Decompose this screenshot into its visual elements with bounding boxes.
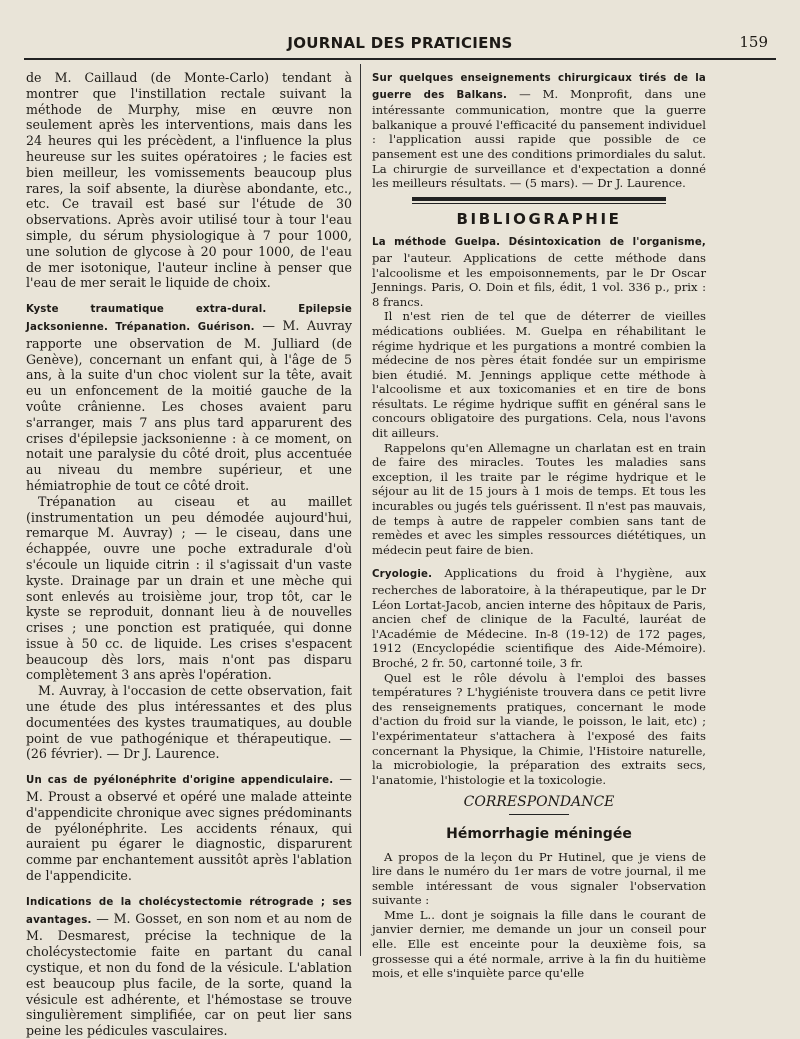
correspondance-heading: CORRESPONDANCE [463, 794, 615, 811]
article-heading: Sur quelques enseignements chirurgicaux tirés de la guerre des Balkans. [372, 73, 706, 101]
correspondance-rule [509, 814, 569, 815]
correspondance-section [372, 850, 706, 981]
paragraph [372, 908, 706, 981]
paragraph [372, 309, 706, 440]
bibliographie-heading: BIBLIOGRAPHIE [456, 209, 622, 228]
paragraph-gap [372, 557, 706, 566]
paragraph-gap [26, 291, 352, 300]
paragraph-gap [26, 884, 352, 893]
paragraph-text: M. Auvray, à l'occasion de cette observation, fait une étude des plus intéressantes et des plus documentées des kystes traumatiques, au double point de vue pathogénique et thérapeutique. — (26 février). — Dr J. Laurence. [26, 683, 352, 762]
article-heading: Indications de la cholécystectomie rétrograde ; ses avantages. [26, 896, 352, 926]
paragraph [372, 70, 706, 191]
paragraph [372, 566, 706, 670]
paragraph [26, 683, 352, 762]
paragraph-text: — M. Gosset, en son nom et au nom de M. Desmarest, précise la technique de la cholécystectomie faite en partant du canal cystique, et non du fond de la vésicule. L'ablation est beaucoup plus facile, de la sorte, quand la vésicule est adhérente, et l'hémostase se trouve singulièrement simplifiée, car on peut lier sans peine les pédicules vasculaires. [26, 910, 352, 1039]
bibliographie-section [372, 234, 706, 787]
page-number: 159 [739, 33, 768, 51]
column-divider [360, 64, 361, 956]
section-rule-thick [412, 197, 666, 201]
right-column [372, 70, 706, 981]
article-heading: Cryologie. [372, 569, 433, 581]
paragraph [372, 441, 706, 558]
paragraph-text: de M. Caillaud (de Monte-Carlo) tendant à montrer que l'instillation rectale suivant la méthode de Murphy, mise en œuvre non seulement après les interventions, mais dans les 24 heures qui les précèdent, a l'influence la plus heureuse sur les suites opératoires ; le facies est bien meilleur, les vomissements beaucoup plus rares, la soif absente, la diurèse abondante, etc., etc. Ce travail est basé sur l'étude de 30 observations. Après avoir utilisé tour à tour l'eau simple, du sérum physiologique à 7 pour 1000, une solution de glycose à 20 pour 1000, de l'eau de mer isotonique, l'auteur incline à penser que l'eau de mer serait le liquide de choix. [26, 70, 352, 291]
paragraph-gap [26, 762, 352, 771]
paragraph [372, 234, 706, 309]
paragraph-text: Trépanation au ciseau et au maillet (instrumentation un peu démodée aujourd'hui, remarque M. Auvray) ; — le ciseau, dans une échappée, ouvre une poche extradurale d'où s'écoule un liquide citrin : il s'agissait d'un vaste kyste. Drainage par un drain et une mèche qui sont enlevés au troisième jour, trop tôt, car le kyste se reproduit, donnant lieu à de nouvelles crises ; une ponction est pratiquée, qui donne issue à 50 cc. de liquide. Les crises s'espacent beaucoup dès lors, mais n'ont pas disparu complètement 3 ans après l'opération. [26, 493, 352, 683]
balkans-article [372, 70, 706, 191]
paragraph-text: Quel est le rôle dévolu à l'emploi des basses températures ? L'hygiéniste trouvera dans ce petit livre des renseignements pratiques, concernant le mode d'action du froid sur la viande, le poisson, le lait, etc) ; l'expérimentateur s'attachera à l'exposé des faits concernant la Physique, la Chimie, l'Histoire naturelle, la microbiologie, la préparation des extraits secs, l'anatomie, l'histologie et la toxicologie. [372, 670, 706, 787]
left-column [26, 70, 352, 1039]
paragraph-text: Mme L.. dont je soignais la fille dans le courant de janvier dernier, me demande un jour un conseil pour elle. Elle est enceinte pour la deuxième fois, sa grossesse qui a été normale, arrive à la fin du huitième mois, et elle s'inquiète parce qu'elle [372, 907, 706, 981]
paragraph [26, 893, 352, 1039]
paragraph-text: Rappelons qu'en Allemagne un charlatan est en train de faire des miracles. Toutes les maladies sans exception, il les traite par le régime hydrique et le séjour au lit de 15 jours à 1 mois de temps. Et tous les incurables ou jugés tels guérissent. Il n'est pas mauvais, de temps à autre de rappeler combien sans tant de remèdes et avec les simples ressources diététiques, un médecin peut faire de bien. [372, 440, 706, 557]
paragraph-text: par l'auteur. Applications de cette méthode dans l'alcoolisme et les empoisonnements, par le Dr Oscar Jennings. Paris, O. Doin et fils, édit, 1 vol. 336 p., prix : 8 francs. [372, 250, 706, 309]
article-heading: Un cas de pyélonéphrite d'origine appendiculaire. [26, 775, 334, 787]
paragraph [26, 771, 352, 884]
page-header [24, 30, 776, 60]
paragraph-text: Applications du froid à l'hygiène, aux recherches de laboratoire, à la thérapeutique, par le Dr Léon Lortat-Jacob, ancien interne des hôpitaux de Paris, ancien chef de clinique de la Faculté, lauréat de l'Académie de Médecine. In-8 (19-12) de 172 pages, 1912 (Encyclopédie scientifique des Aide-Mémoire). Broché, 2 fr. 50, cartonné toile, 3 fr. [372, 566, 706, 670]
paragraph-text: — M. Proust a observé et opéré une malade atteinte d'appendicite chronique avec signes prédominants de pyélonéphrite. Les accidents rénaux, qui auraient pu égarer le diagnostic, disparurent comme par enchantement aussitôt après l'ablation de l'appendicite. [26, 771, 352, 884]
paragraph-text: — M. Monprofit, dans une intéressante communication, montre que la guerre balkanique a prouvé l'efficacité du pansement individuel : l'application aussi rapide que possible de ce pansement est une des conditions primordiales du salut. La chirurgie de surveillance et d'expectation a donné les meilleurs résultats. — (5 mars). — Dr J. Laurence. [372, 86, 706, 191]
section-rule-thin [412, 203, 666, 204]
paragraph [372, 671, 706, 788]
journal-title: JOURNAL DES PRATICIENS [287, 34, 513, 52]
correspondance-subtitle: Hémorrhagie méningée [446, 825, 632, 842]
paragraph [26, 300, 352, 494]
paragraph-text: A propos de la leçon du Pr Hutinel, que je viens de lire dans le numéro du 1er mars de votre journal, il me semble intéressant de vous signaler l'observation suivante : [372, 849, 706, 908]
paragraph [26, 70, 352, 291]
paragraph-text: Il n'est rien de tel que de déterrer de vieilles médications oubliées. M. Guelpa en réhabilitant le régime hydrique et les purgations a montré combien la médecine de nos pères était fondée sur un empirisme bien étudié. M. Jennings applique cette méthode à l'alcoolisme et aux toxicomanies et en tire de bons résultats. Le régime hydrique suffit en général sans le concours obligatoire des purgations. Cela, nous l'avons dit ailleurs. [372, 309, 706, 441]
paragraph [372, 850, 706, 908]
article-heading: La méthode Guelpa. Désintoxication de l'organisme, [372, 237, 706, 249]
article-heading: Kyste traumatique extra-dural. Epilepsie Jacksonienne. Trépanation. Guérison. [26, 304, 352, 333]
paragraph [26, 494, 352, 684]
paragraph-text: — M. Auvray rapporte une observation de M. Julliard (de Genève), concernant un enfant qui, à l'âge de 5 ans, à la suite d'un choc violent sur la tête, avait eu un enfoncement de la moitié gauche de la voûte crânienne. Les choses avaient paru s'arranger, mais 7 ans plus tard apparurent des crises d'épilepsie jacksonienne : à ce moment, on notait une paralysie du côté droit, plus accentuée au niveau du membre supérieur, et une hémiatrophie de tout ce côté droit. [26, 317, 352, 493]
